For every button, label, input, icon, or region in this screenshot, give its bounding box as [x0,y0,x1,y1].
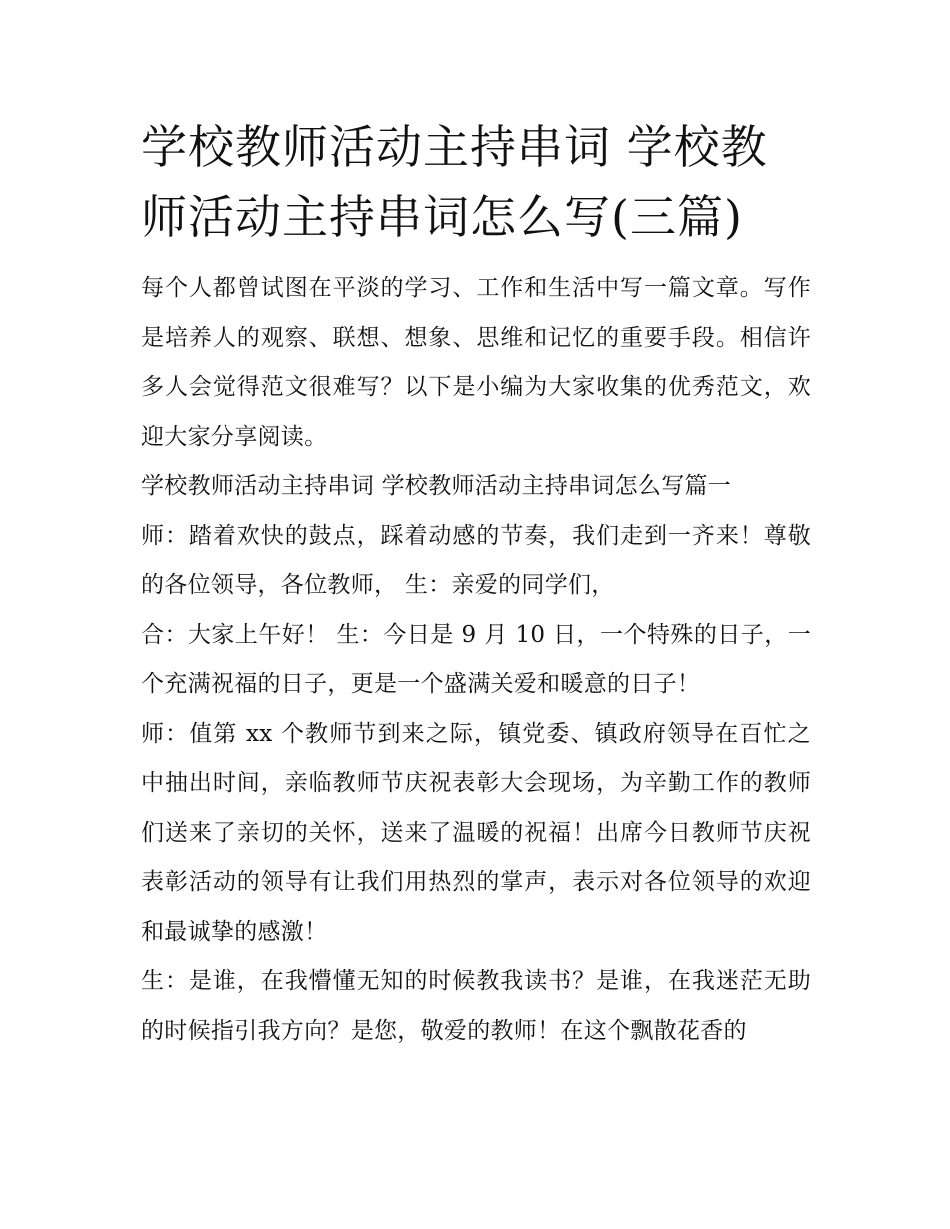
document-title: 学校教师活动主持串词 学校教师活动主持串词怎么写(三篇) [141,120,768,244]
paragraph-tribute: 生：是谁，在我懵懂无知的时候教我读书？是谁，在我迷茫无助的时候指引我方向？是您，敬爱的教师！在这个飘散花香的 [141,968,811,1044]
paragraph-greeting: 合：大家上午好！ 生：今日是 9 月 10 日，一个特殊的日子，一个充满祝福的日子，更是一个盛满关爱和暖意的日子！ [141,621,811,697]
document-page [141,112,811,1056]
paragraph-opening: 师：踏着欢快的鼓点，踩着动感的节奏，我们走到一齐来！尊敬的各位领导，各位教师， 生：亲爱的同学们， [141,522,811,598]
paragraph-intro: 每个人都曾试图在平淡的学习、工作和生活中写一篇文章。写作是培养人的观察、联想、想象、思维和记忆的重要手段。相信许多人会觉得范文很难写？以下是小编为大家收集的优秀范文，欢迎大家分享阅读。 [141,275,811,450]
paragraph-section-heading: 学校教师活动主持串词 学校教师活动主持串词怎么写篇一 [141,473,732,499]
document-body [141,264,811,1056]
paragraph-welcome-leaders: 师：值第 xx 个教师节到来之际，镇党委、镇政府领导在百忙之中抽出时间，亲临教师节庆祝表彰大会现场，为辛勤工作的教师们送来了亲切的关怀，送来了温暖的祝福！出席今日教师节庆祝表彰活动的领导有让我们用热烈的掌声，表示对各位领导的欢迎和最诚挚的感激！ [141,720,811,945]
